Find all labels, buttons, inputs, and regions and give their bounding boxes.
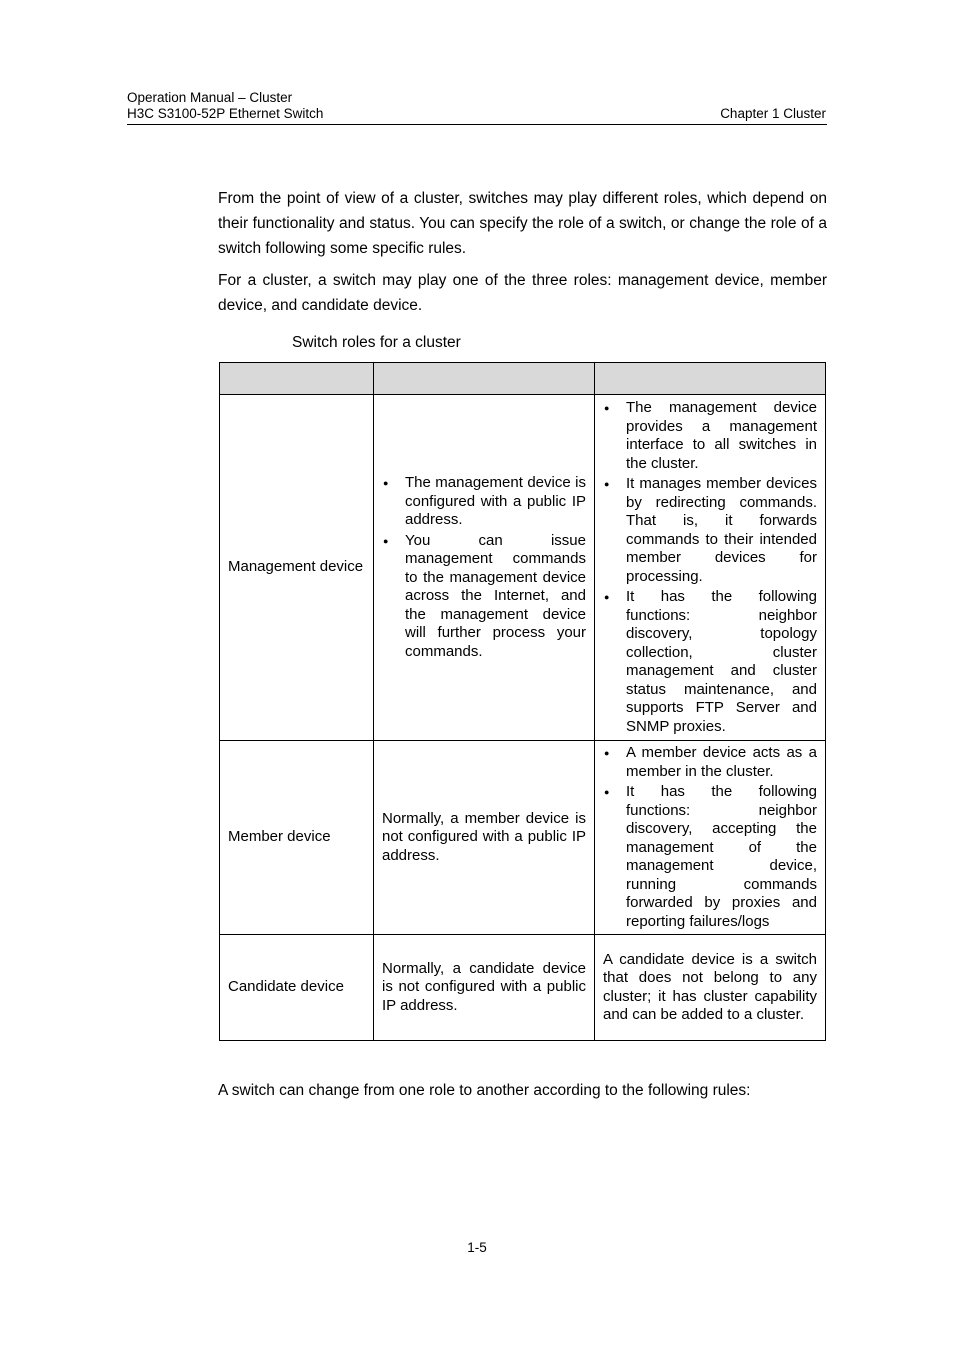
header-divider xyxy=(127,124,827,125)
list-item: ● You can issue management commands to the management device across the Internet, and the management device will further process your commands. xyxy=(382,532,586,662)
list-item: ● A member device acts as a member in the cluster. xyxy=(603,744,817,781)
header-cell-role xyxy=(220,363,374,395)
function-cell xyxy=(595,395,826,741)
table-row-management-device xyxy=(220,395,826,741)
manual-title: Operation Manual – Cluster xyxy=(127,90,293,105)
configuration-cell xyxy=(374,395,595,741)
list-item: ● The management device provides a management interface to all switches in the cluster. xyxy=(603,399,817,473)
table-caption: Switch roles for a cluster xyxy=(292,334,461,351)
header-cell-function xyxy=(595,363,826,395)
function-cell: A candidate device is a switch that does not belong to any cluster; it has cluster capability and can be added to a cluster. xyxy=(595,935,826,1041)
role-change-paragraph: A switch can change from one role to another according to the following rules: xyxy=(218,1082,751,1099)
table-row-candidate-device xyxy=(220,935,826,1041)
list-item: ● It manages member devices by redirecting commands. That is, it forwards commands to their intended member devices for processing. xyxy=(603,475,817,586)
role-cell: Candidate device xyxy=(220,935,374,1041)
list-item: ● It has the following functions: neighbor discovery, accepting the management of the management device, running commands forwarded by proxies and reporting failures/logs xyxy=(603,783,817,931)
role-cell: Member device xyxy=(220,741,374,935)
switch-roles-table xyxy=(219,362,826,1041)
product-name: H3C S3100-52P Ethernet Switch xyxy=(127,106,324,121)
chapter-title: Chapter 1 Cluster xyxy=(720,106,826,121)
role-cell: Management device xyxy=(220,395,374,741)
page-number: 1-5 xyxy=(467,1240,487,1255)
roles-paragraph: For a cluster, a switch may play one of the three roles: management device, member device, and candidate device. xyxy=(218,272,827,314)
list-item: ● It has the following functions: neighbor discovery, topology collection, cluster management and cluster status maintenance, and supports FTP Server and SNMP proxies. xyxy=(603,588,817,736)
table-header-row xyxy=(220,363,826,395)
configuration-cell: Normally, a member device is not configured with a public IP address. xyxy=(374,741,595,935)
header-cell-configuration xyxy=(374,363,595,395)
intro-paragraph: From the point of view of a cluster, switches may play different roles, which depend on their functionality and status. You can specify the role of a switch, or change the role of a switch following some specific rules. xyxy=(218,190,827,257)
table-row-member-device xyxy=(220,741,826,935)
list-item: ● The management device is configured with a public IP address. xyxy=(382,474,586,530)
configuration-cell: Normally, a candidate device is not configured with a public IP address. xyxy=(374,935,595,1041)
running-header-left xyxy=(127,90,323,122)
function-cell xyxy=(595,741,826,935)
